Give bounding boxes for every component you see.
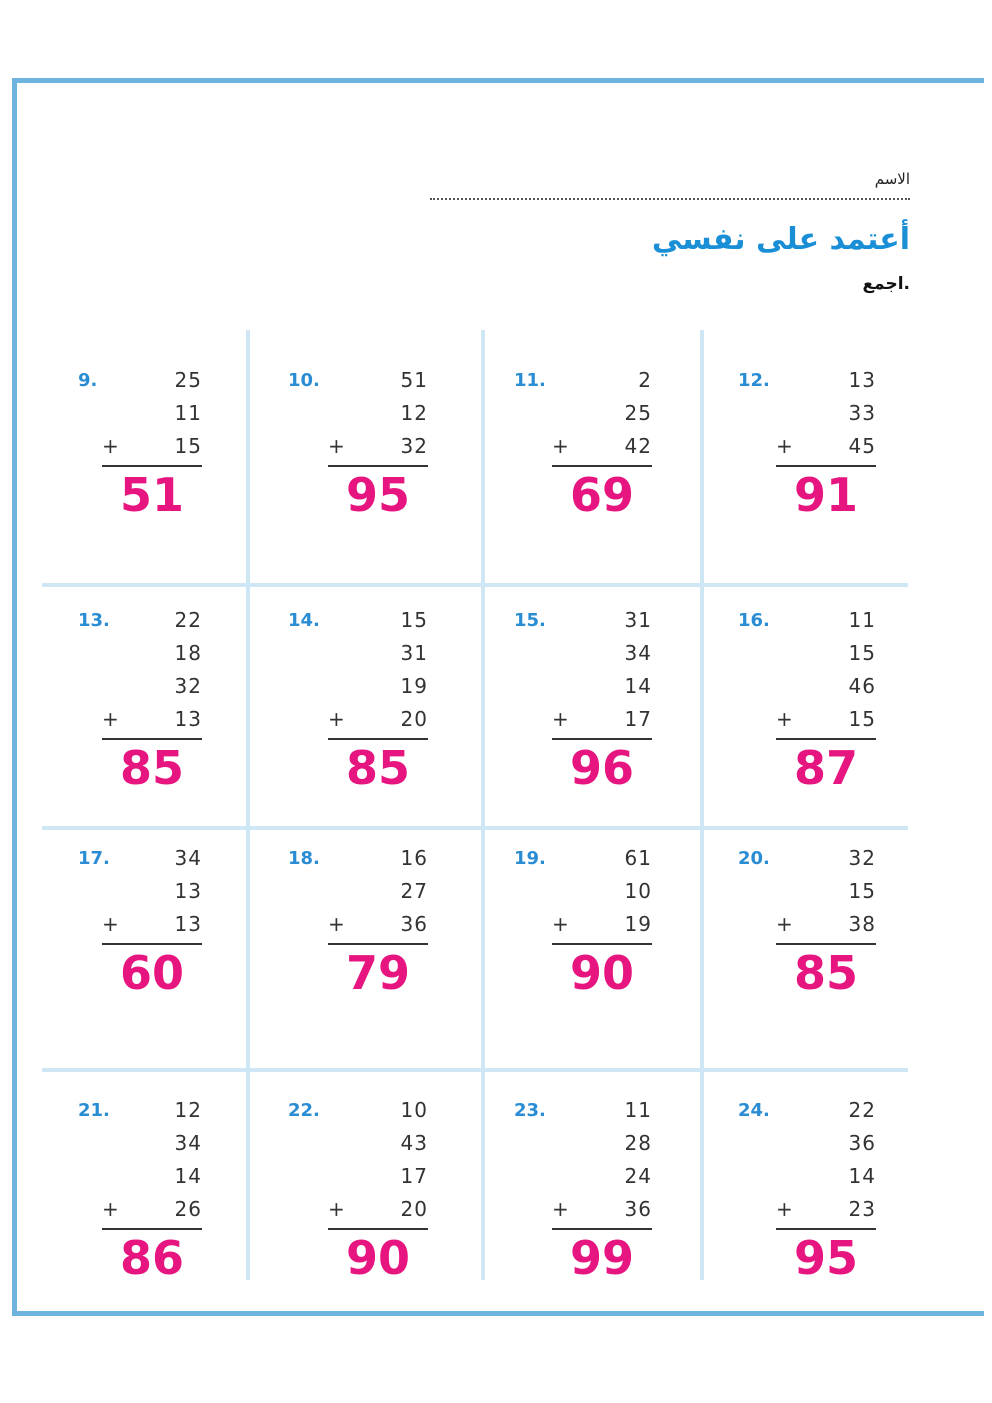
grid-vline-1 [246,330,250,1280]
last-addend: 13 [174,912,202,936]
addend: 15 [848,641,876,665]
problem-number: 14. [288,610,320,631]
side-copyright-mark [962,990,976,1260]
last-addend-row [102,1193,202,1230]
addition-problem [552,364,652,523]
last-addend: 15 [848,707,876,731]
grid-vline-2 [481,330,485,1280]
plus-sign: + [552,912,570,936]
addend: 36 [848,1131,876,1155]
problem-number: 11. [514,370,546,391]
answer[interactable]: 90 [569,946,634,1000]
addition-problem [552,1094,652,1286]
addend: 34 [624,641,652,665]
plus-sign: + [102,707,120,731]
answer[interactable]: 86 [119,1231,184,1285]
addend: 11 [848,608,876,632]
last-addend-row [776,430,876,467]
addition-problem [102,364,202,523]
plus-sign: + [328,434,346,458]
addition-problem [328,842,428,1001]
addend: 28 [624,1131,652,1155]
addend: 46 [848,674,876,698]
last-addend: 36 [400,912,428,936]
answer[interactable]: 95 [345,468,410,522]
addend: 22 [174,608,202,632]
plus-sign: + [102,434,120,458]
last-addend-row [552,1193,652,1230]
last-addend-row [328,430,428,467]
problem-number: 9. [78,370,98,391]
addition-problem [776,604,876,796]
plus-sign: + [776,434,794,458]
grid-vline-3 [700,330,704,1280]
last-addend: 17 [624,707,652,731]
plus-sign: + [552,1197,570,1221]
grid-hline-1 [42,583,908,587]
problem-number: 18. [288,848,320,869]
addend: 11 [174,401,202,425]
plus-sign: + [328,1197,346,1221]
problem-number: 24. [738,1100,770,1121]
addend: 25 [624,401,652,425]
last-addend-row [552,908,652,945]
addition-problem [776,364,876,523]
problem-number: 10. [288,370,320,391]
addend: 31 [400,641,428,665]
last-addend: 36 [624,1197,652,1221]
problem-number: 15. [514,610,546,631]
answer[interactable]: 90 [345,1231,410,1285]
addend: 24 [624,1164,652,1188]
addend: 15 [848,879,876,903]
addition-problem [776,1094,876,1286]
addition-problem [552,604,652,796]
addend: 10 [400,1098,428,1122]
problem-number: 23. [514,1100,546,1121]
answer[interactable]: 96 [569,741,634,795]
plus-sign: + [552,707,570,731]
problem-number: 16. [738,610,770,631]
last-addend: 13 [174,707,202,731]
last-addend-row [328,703,428,740]
answer[interactable]: 51 [119,468,184,522]
answer[interactable]: 79 [345,946,410,1000]
problem-number: 21. [78,1100,110,1121]
addend: 51 [400,368,428,392]
last-addend: 45 [848,434,876,458]
addition-problem [552,842,652,1001]
last-addend: 38 [848,912,876,936]
last-addend-row [328,908,428,945]
answer[interactable]: 95 [793,1231,858,1285]
last-addend: 26 [174,1197,202,1221]
addend: 61 [624,846,652,870]
problem-number: 22. [288,1100,320,1121]
answer[interactable]: 60 [119,946,184,1000]
plus-sign: + [552,434,570,458]
name-input-line[interactable] [430,198,910,200]
last-addend-row [102,430,202,467]
addition-problem [328,364,428,523]
addend: 10 [624,879,652,903]
addend: 2 [638,368,652,392]
last-addend-row [102,703,202,740]
last-addend: 23 [848,1197,876,1221]
plus-sign: + [776,912,794,936]
addition-problem [776,842,876,1001]
last-addend: 20 [400,707,428,731]
last-addend-row [776,908,876,945]
addend: 14 [174,1164,202,1188]
problem-number: 20. [738,848,770,869]
addend: 32 [848,846,876,870]
addition-problem [102,1094,202,1286]
plus-sign: + [776,707,794,731]
addend: 31 [624,608,652,632]
last-addend-row [102,908,202,945]
addend: 33 [848,401,876,425]
addition-problem [328,1094,428,1286]
last-addend: 15 [174,434,202,458]
last-addend: 42 [624,434,652,458]
plus-sign: + [102,1197,120,1221]
plus-sign: + [328,707,346,731]
addition-problem [328,604,428,796]
addition-problem [102,604,202,796]
grid-hline-2 [42,826,908,830]
last-addend-row [776,1193,876,1230]
addend: 19 [400,674,428,698]
addend: 25 [174,368,202,392]
answer[interactable]: 85 [119,741,184,795]
addend: 11 [624,1098,652,1122]
answer[interactable]: 91 [793,468,858,522]
addend: 14 [624,674,652,698]
addend: 12 [400,401,428,425]
addition-problem [102,842,202,1001]
addend: 17 [400,1164,428,1188]
last-addend-row [552,430,652,467]
addend: 13 [848,368,876,392]
grid-hline-3 [42,1068,908,1072]
addend: 14 [848,1164,876,1188]
name-label: الاسم [874,170,910,188]
page-title: أعتمد على نفسي [651,222,910,257]
addend: 34 [174,1131,202,1155]
addend: 15 [400,608,428,632]
addend: 13 [174,879,202,903]
answer[interactable]: 85 [793,946,858,1000]
answer[interactable]: 87 [793,741,858,795]
addend: 43 [400,1131,428,1155]
addend: 18 [174,641,202,665]
answer[interactable]: 99 [569,1231,634,1285]
problem-number: 12. [738,370,770,391]
addend: 12 [174,1098,202,1122]
problem-number: 17. [78,848,110,869]
addend: 27 [400,879,428,903]
last-addend: 19 [624,912,652,936]
plus-sign: + [328,912,346,936]
addend: 32 [174,674,202,698]
addend: 22 [848,1098,876,1122]
instruction: اجمع. [862,274,910,294]
last-addend-row [328,1193,428,1230]
addend: 16 [400,846,428,870]
last-addend: 32 [400,434,428,458]
last-addend-row [552,703,652,740]
plus-sign: + [776,1197,794,1221]
last-addend: 20 [400,1197,428,1221]
problem-number: 13. [78,610,110,631]
last-addend-row [776,703,876,740]
addend: 34 [174,846,202,870]
answer[interactable]: 69 [569,468,634,522]
plus-sign: + [102,912,120,936]
problem-number: 19. [514,848,546,869]
answer[interactable]: 85 [345,741,410,795]
